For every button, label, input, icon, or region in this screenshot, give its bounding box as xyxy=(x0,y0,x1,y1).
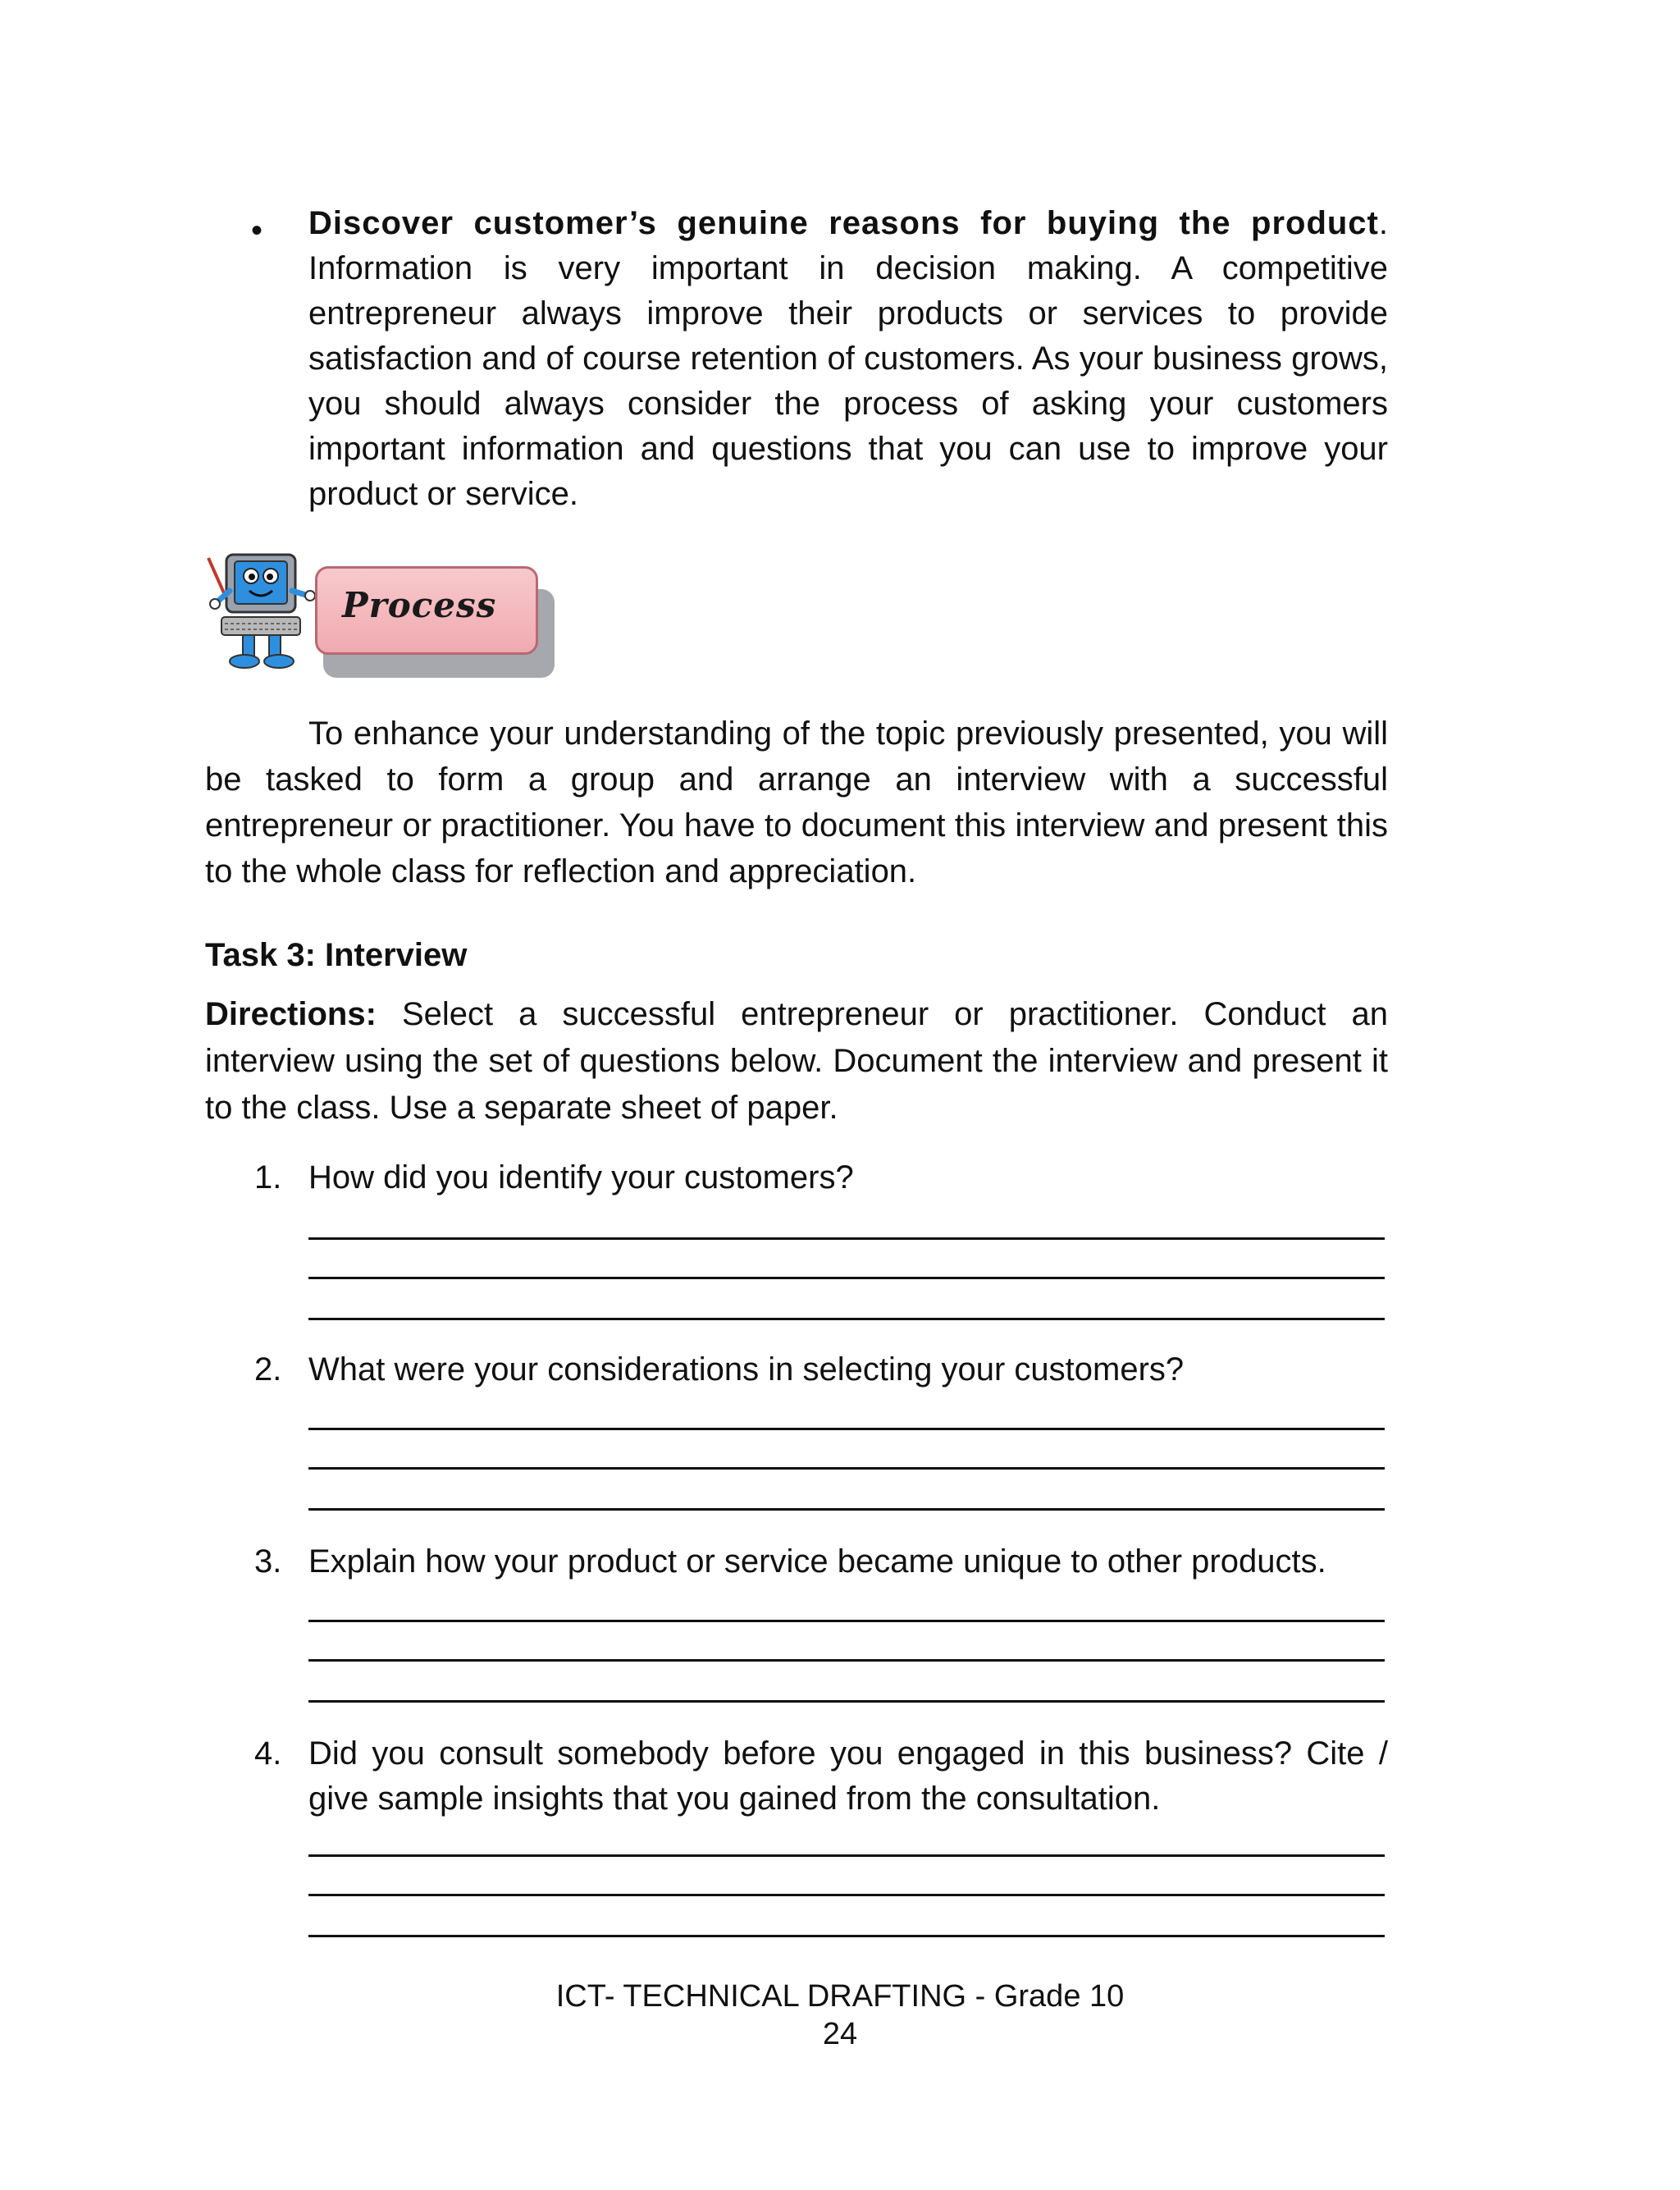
bullet-heading-end: . xyxy=(1378,205,1388,241)
answer-line[interactable] xyxy=(308,1318,1385,1320)
answer-line[interactable] xyxy=(308,1854,1385,1857)
directions-paragraph xyxy=(205,991,1388,1132)
answer-line[interactable] xyxy=(308,1237,1385,1240)
answer-line[interactable] xyxy=(308,1508,1385,1511)
intro-paragraph: To enhance your understanding of the topic previously presented, you will be tasked to form a group and arrange an interview with a successful entrepreneur or practitioner. You have to document this interview and present this to the whole class for reflection and appreciation. xyxy=(205,716,1388,889)
question-number: 1. xyxy=(254,1159,282,1196)
process-badge xyxy=(315,566,538,655)
bullet-marker: • xyxy=(251,213,263,249)
computer-mascot-icon xyxy=(200,550,323,673)
question-text: How did you identify your customers? xyxy=(308,1159,854,1196)
answer-line[interactable] xyxy=(308,1659,1385,1662)
process-section-header xyxy=(200,550,561,681)
answer-line[interactable] xyxy=(308,1935,1385,1937)
bullet-paragraph xyxy=(308,201,1388,517)
answer-line[interactable] xyxy=(308,1894,1385,1896)
bullet-heading: Discover customer’s genuine reasons for buying the product xyxy=(308,205,1379,241)
answer-line[interactable] xyxy=(308,1428,1385,1430)
page-number: 24 xyxy=(822,2017,858,2051)
question-number: 4. xyxy=(254,1735,282,1772)
answer-line[interactable] xyxy=(308,1620,1385,1622)
question-text: Explain how your product or service became unique to other products. xyxy=(308,1543,1326,1580)
question-text: What were your considerations in selecting your customers? xyxy=(308,1351,1185,1388)
bullet-body: Information is very important in decision making. A competitive entrepreneur always improve their products or services to provide satisfaction and of course retention of customers. As your business grows, you should always consider the process of asking your customers important information and questions that you can use to improve your product or service. xyxy=(308,250,1388,512)
answer-line[interactable] xyxy=(308,1700,1385,1703)
task-title: Task 3: Interview xyxy=(205,937,468,973)
question-text: Did you consult somebody before you engaged in this business? Cite / give sample insights that you gained from the consultation. xyxy=(308,1735,1388,1817)
question-number: 2. xyxy=(254,1351,282,1388)
answer-line[interactable] xyxy=(308,1467,1385,1470)
question-number: 3. xyxy=(254,1543,282,1580)
footer-subject: ICT- TECHNICAL DRAFTING - Grade 10 xyxy=(555,1979,1125,2014)
process-badge-label: Process xyxy=(342,585,497,625)
directions-text: Select a successful entrepreneur or practitioner. Conduct an interview using the set of questions below. Document the interview and present it to the class. Use a separate sheet of paper. xyxy=(205,996,1388,1126)
answer-line[interactable] xyxy=(308,1277,1385,1279)
directions-label: Directions: xyxy=(205,996,377,1032)
